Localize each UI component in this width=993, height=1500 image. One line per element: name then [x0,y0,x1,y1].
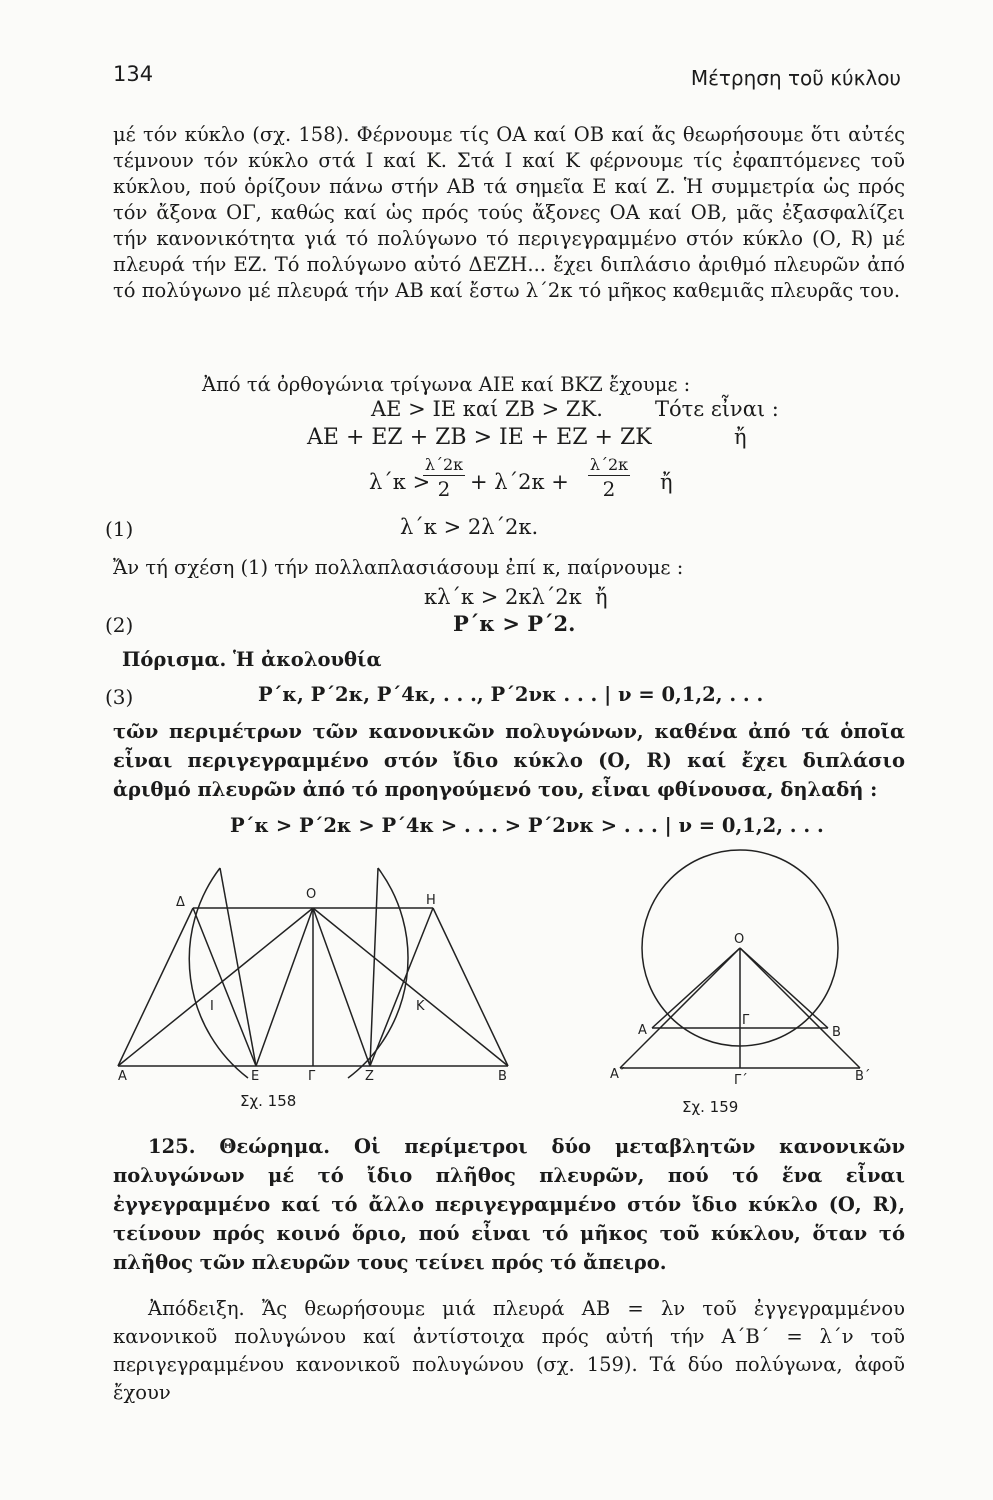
figure-159-caption: Σχ. 159 [682,1098,739,1116]
fig159-label-A-prime: Α΄ [610,1067,626,1082]
equation-3: P΄κ, P΄2κ, P΄4κ, . . ., P΄2νκ . . . | ν = 0,1,2, . . . [258,683,764,706]
fig158-line-AD [118,908,193,1066]
fig158-line-DE [193,908,256,1066]
figure-159 [610,848,870,1088]
fig158-label-H: Η [426,893,436,908]
inequality-2: ΑΕ + ΕΖ + ΖΒ > ΙΕ + ΕΖ + ΖΚ [307,425,652,450]
fig158-label-D: Δ [176,895,185,910]
fig159-line-OB [740,948,828,1028]
fig158-label-G: Γ [308,1069,316,1084]
inequality-1: ΑΕ > ΙΕ καί ΖΒ > ΖΚ. [371,397,603,421]
fig159-label-B-prime: Β΄ [855,1069,870,1084]
equation-3-label: (3) [105,685,134,709]
fig159-line-OB1 [740,948,860,1068]
fig158-line-HZ [370,908,433,1066]
fraction-2 [588,455,630,501]
tote-text: Τότε εἶναι : [655,397,779,421]
fig159-line-OA1 [620,948,740,1068]
running-title: Μέτρηση τοῦ κύκλου [690,66,901,90]
ineq3-middle: + λ΄2κ + [470,470,569,494]
fraction-1-numerator: λ΄2κ [424,455,464,474]
fraction-2-numerator: λ΄2κ [589,455,629,474]
equation-multiplied: κλ΄κ > 2κλ΄2κ [424,585,582,609]
fraction-2-bar [588,475,630,476]
equation-2: P΄κ > P΄2. [453,611,576,636]
fig158-label-B: Β [498,1069,507,1084]
eta-2: ἤ [660,470,673,494]
fig159-label-A: Α [638,1023,647,1038]
fig158-label-O: Ο [306,887,317,902]
fig158-line-tangent-left [220,868,256,1066]
fig158-label-E: Ε [251,1069,260,1084]
equation-2-label: (2) [105,613,134,637]
eta-3: ἤ [595,585,608,609]
ineq3-lhs: λ΄κ > [369,470,431,494]
figure-158-caption: Σχ. 158 [240,1092,297,1110]
fig159-label-G: Γ [742,1013,750,1028]
fig158-label-I: Ι [210,999,214,1014]
fig158-line-BH [433,908,508,1066]
triangles-line: Ἀπό τά ὀρθογώνια τρίγωνα ΑΙΕ καί ΒΚΖ ἔχουμε : [202,373,691,396]
fig158-label-A: Α [118,1069,127,1084]
decreasing-sequence: P΄κ > P΄2κ > P΄4κ > . . . > P΄2νκ > . . . | ν = 0,1,2, . . . [230,814,824,837]
fraction-1 [423,455,465,501]
fig159-label-O: Ο [734,932,745,947]
proof-text: Ἀπόδειξη. Ἄς θεωρήσουμε μιά πλευρά ΑΒ = λν τοῦ ἐγγεγραμμένου κανονικοῦ πολυγώνου καί ἀντίστοιχα πρός αὐτή τήν Α΄Β΄ = λ΄ν τοῦ περιγεγραμμένου κανονικοῦ πολυγώνου (σχ. 159). Τά δύο πολύγωνα, ἀφοῦ ἔχουν [113,1297,905,1404]
fig158-line-tangent-right [370,868,378,1066]
fig159-line-OA [652,948,740,1028]
corollary-title: Πόρισμα. Ἡ ἀκολουθία [122,648,382,671]
eta-1: ἤ [734,425,747,449]
equation-1: λ΄κ > 2λ΄2κ. [400,515,539,539]
multiply-line: Ἄν τή σχέση (1) τήν πολλαπλασιάσουμ ἐπί κ, παίρνουμε : [113,556,684,579]
fig159-label-B: Β [832,1025,841,1040]
figure-158 [108,848,528,1088]
fig158-label-K: Κ [416,999,425,1014]
corollary-text: τῶν περιμέτρων τῶν κανονικῶν πολυγώνων, καθένα ἀπό τά ὁποῖα εἶναι περιγεγραμμένο στόν ἴδιο κύκλο (Ο, R) καί ἔχει διπλάσιο ἀριθμό πλευρῶν ἀπό τό προηγούμενό του, εἶναι φθίνουσα, δηλαδή : [113,720,905,801]
fig158-label-Z: Ζ [365,1069,374,1084]
intro-paragraph: μέ τόν κύκλο (σχ. 158). Φέρνουμε τίς ΟΑ καί ΟΒ καί ἄς θεωρήσουμε ὅτι αὐτές τέμνουν τόν κύκλο στά Ι καί Κ. Στά Ι καί Κ φέρνουμε τίς ἐφαπτόμενες τοῦ κύκλου, πού ὁρίζουν πάνω στήν ΑΒ τά σημεῖα Ε καί Ζ. Ἡ συμμετρία ὡς πρός τόν ἄξονα ΟΓ, καθώς καί ὡς πρός τούς ἄξονες ΟΑ καί ΟΒ, μᾶς ἐξασφαλίζει τήν κανονικότητα γιά τό πολύγωνο τό περιγεγραμμένο στόν κύκλο (Ο, R) μέ πλευρά τήν ΕΖ. Τό πολύγωνο αὐτό ΔΕΖΗ... ἔχει διπλάσιο ἀριθμό πλευρῶν ἀπό τό πολύγωνο μέ πλευρά τήν ΑΒ καί ἔστω λ΄2κ τό μῆκος καθεμιᾶς πλευρᾶς του. [113,123,905,302]
theorem-125: 125. Θεώρημα. Οἱ περίμετροι δύο μεταβλητῶν κανονικῶν πολυγώνων μέ τό ἴδιο πλῆθος πλευρῶν, πού τό ἕνα εἶναι ἐγγεγραμμένο καί τό ἄλλο περιγεγραμμένο στόν ἴδιο κύκλο (Ο, R), τείνουν πρός κοινό ὅριο, πού εἶναι τό μῆκος τοῦ κύκλου, ὅταν τό πλῆθος τῶν πλευρῶν τους τείνει πρός τό ἄπειρο. [113,1135,905,1274]
fraction-1-denominator: 2 [437,477,451,501]
page-number: 134 [113,62,154,86]
equation-1-label: (1) [105,517,134,541]
fig159-label-G-prime: Γ΄ [734,1073,748,1088]
fraction-2-denominator: 2 [602,477,616,501]
fraction-1-bar [423,475,465,476]
